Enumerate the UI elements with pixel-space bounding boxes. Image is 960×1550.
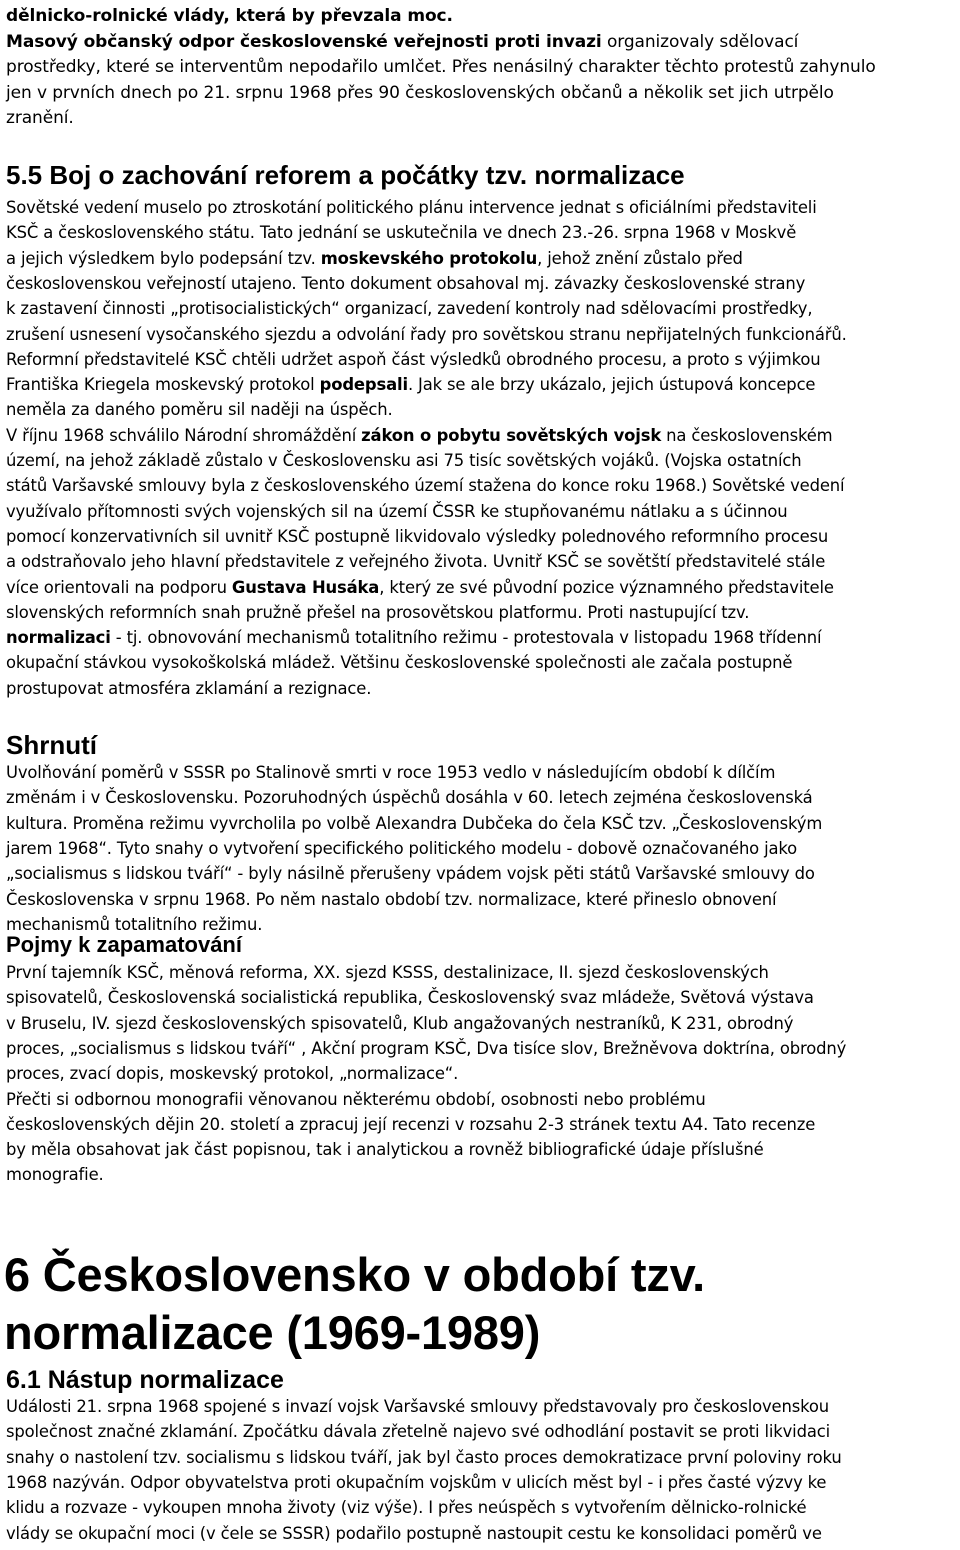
text-run: proces, „socialismus s lidskou tváří“ , Akční program KSČ, Dva tisíce slov, Brežněvova doktrína, obrodný: [6, 1038, 847, 1058]
bold-text: moskevského protokolu: [320, 248, 538, 268]
text-run: . Jak se ale brzy ukázalo, jejich ústupová koncepce: [407, 375, 816, 395]
text-line: [6, 889, 776, 911]
text-line: [6, 678, 371, 700]
text-run: prostředky, které se interventům nepodařilo umlčet. Přes nenásilný charakter těchto protestů zahynulo: [6, 57, 876, 77]
text-line: [6, 475, 844, 497]
text-line: [6, 1523, 822, 1545]
text-run: , který ze své původní pozice významného představitele: [379, 577, 834, 597]
text-line: [6, 222, 796, 244]
text-line: [6, 425, 832, 447]
text-line: [6, 1472, 826, 1494]
text-line: [6, 298, 812, 320]
text-line: [6, 1421, 830, 1443]
bold-text: normalizaci: [6, 628, 111, 648]
text-run: proces, zvací dopis, moskevský protokol, „normalizace“.: [6, 1064, 459, 1084]
text-run: států Varšavské smlouvy byla z československého území stažena do konce roku 1968.) Sovětské vedení: [6, 476, 845, 496]
text-line: [6, 349, 820, 371]
text-line: [6, 107, 74, 129]
text-run: spisovatelů, Československá socialistická republika, Československý svaz mládeže, Světová výstava: [6, 988, 814, 1008]
text-run: Sovětské vedení muselo po ztroskotání politického plánu intervence jednat s oficiálními představiteli: [6, 198, 817, 217]
text-run: neměla za daného poměru sil naději na úspěch.: [6, 400, 393, 420]
text-line: [6, 82, 834, 104]
text-line: [6, 787, 813, 809]
text-line: [6, 5, 453, 27]
text-run: Uvolňování poměrů v SSSR po Stalinově smrti v roce 1953 vedlo v následujícím období k dílčím: [6, 763, 776, 782]
text-run: slovenských reformních snah pružně přešel na prosovětskou platformu. Proti nastupující tzv.: [6, 602, 750, 622]
text-line: [6, 1038, 846, 1060]
text-line: [6, 450, 801, 472]
text-run: „socialismus s lidskou tváří“ - byly násilně přerušeny vpádem vojsk pěti států Varšavské smlouvy do: [6, 864, 815, 884]
text-line: [6, 551, 825, 573]
text-line: [6, 987, 814, 1009]
text-line: [6, 813, 822, 835]
text-line: [6, 1013, 793, 1035]
text-line: [6, 838, 797, 860]
chapter-6-title-line-2: normalizace (1969-1989): [4, 1306, 541, 1359]
text-run: monografie.: [6, 1165, 104, 1185]
text-run: Františka Kriegela moskevský protokol: [6, 375, 320, 395]
text-line: [6, 863, 815, 885]
text-run: kultura. Proměna režimu vyvrcholila po volbě Alexandra Dubčeka do čela KSČ tzv. „Československým: [6, 813, 823, 833]
text-run: a odstraňovalo jeho hlavní představitele z veřejného života. Uvnitř KSČ se sovětští představitelé stále: [6, 552, 826, 572]
bold-text: dělnicko-rolnické vlády, která by převzala moc.: [6, 6, 453, 26]
text-line: [6, 652, 792, 674]
text-line: [6, 962, 769, 984]
text-run: prostupovat atmosféra zklamání a rezignace.: [6, 678, 372, 698]
text-run: území, na jehož základě zůstalo v Československu asi 75 tisíc sovětských vojáků. (Vojska ostatních: [6, 451, 802, 470]
text-run: V říjnu 1968 schválilo Národní shromáždění: [6, 425, 362, 445]
text-run: Přečti si odbornou monografii věnovanou některému období, osobnosti nebo problému: [6, 1089, 706, 1109]
text-line: [6, 501, 788, 523]
heading-6-1: 6.1 Nástup normalizace: [6, 1366, 284, 1394]
text-line: [6, 602, 749, 624]
text-run: k zastavení činnosti „protisocialistických“ organizací, zavedení kontroly nad sdělovacími prostředky,: [6, 299, 813, 319]
text-run: snahy o nastolení tzv. socialismu s lidskou tváří, jak byl často proces demokratizace první poloviny roku: [6, 1447, 842, 1467]
text-line: [6, 1164, 104, 1186]
text-line: [6, 1139, 764, 1161]
text-line: [6, 627, 821, 649]
text-line: [6, 56, 876, 78]
text-line: [6, 273, 805, 295]
text-line: [6, 526, 828, 548]
text-line: [6, 248, 743, 270]
text-run: okupační stávkou vysokoškolská mládež. Většinu československé společnosti ale začala postupně: [6, 653, 793, 673]
text-run: Události 21. srpna 1968 spojené s invazí vojsk Varšavské smlouvy představovaly pro československou: [6, 1397, 829, 1416]
text-run: Reformní představitelé KSČ chtěli udržet aspoň část výsledků obrodného procesu, a proto s výjimkou: [6, 349, 821, 369]
text-line: [6, 31, 798, 53]
text-run: pomocí konzervativních sil uvnitř KSČ postupně likvidovalo výsledky polednového reformního procesu: [6, 526, 829, 546]
text-run: a jejich výsledkem bylo podepsání tzv.: [6, 248, 321, 268]
text-run: využívalo přítomnosti svých vojenských sil na území ČSSR ke stupňovanému nátlaku a s účinnou: [6, 501, 788, 521]
text-run: KSČ a československého státu. Tato jednání se uskutečnila ve dnech 23.-26. srpna 1968 v Moskvě: [6, 223, 797, 243]
text-run: by měla obsahovat jak část popisnou, tak i analytickou a rovněž bibliografické údaje příslušné: [6, 1140, 764, 1160]
heading-shrnuti: Shrnutí: [6, 730, 97, 760]
text-run: zrušení usnesení vysočanského sjezdu a odvolání řady pro sovětskou stranu nepřijatelných funkcionářů.: [6, 324, 847, 344]
text-run: na československém: [661, 425, 833, 445]
text-line: [6, 324, 847, 346]
text-line: [6, 1114, 815, 1136]
text-run: mechanismů totalitního režimu.: [6, 914, 263, 934]
heading-5-5: 5.5 Boj o zachování reforem a počátky tzv. normalizace: [6, 160, 685, 190]
text-run: jarem 1968“. Tyto snahy o vytvoření specifického politického modelu - dobově označovaného jako: [6, 838, 798, 858]
text-line: [6, 197, 817, 219]
text-run: společnost značné zklamání. Zpočátku dávala zřetelně najevo své odhodlání postavit se proti likvidaci: [6, 1422, 830, 1442]
text-line: [6, 577, 834, 599]
text-run: změnám i v Československu. Pozoruhodných úspěchů dosáhla v 60. letech zejména československá: [6, 788, 813, 808]
text-line: [6, 1497, 806, 1519]
text-line: [6, 1447, 842, 1469]
chapter-6-title-line-1: 6 Československo v období tzv.: [4, 1248, 705, 1301]
text-line: [6, 1089, 706, 1111]
bold-text: zákon o pobytu sovětských vojsk: [361, 425, 662, 445]
text-run: - tj. obnovování mechanismů totalitního režimu - protestovala v listopadu 1968 třídenní: [110, 628, 822, 648]
text-run: jen v prvních dnech po 21. srpnu 1968 přes 90 československých občanů a několik set jich utrpělo: [6, 82, 834, 103]
text-line: [6, 1063, 458, 1085]
bold-text: podepsali: [319, 375, 408, 395]
text-line: [6, 762, 775, 784]
text-run: 1968 nazýván. Odpor obyvatelstva proti okupačním vojskům v ulicích měst byl - i přes časté výzvy ke: [6, 1472, 827, 1492]
text-run: , jehož znění zůstalo před: [537, 248, 743, 268]
text-line: [6, 1396, 829, 1418]
text-run: organizovaly sdělovací: [601, 31, 799, 52]
text-run: Československa v srpnu 1968. Po něm nastalo období tzv. normalizace, které přineslo obnovení: [6, 889, 777, 909]
text-run: československých dějin 20. století a zpracuj její recenzi v rozsahu 2-3 stránek textu A4. Tato recenze: [6, 1114, 816, 1134]
text-run: československou veřejností utajeno. Tento dokument obsahoval mj. závazky československé strany: [6, 273, 806, 293]
text-run: klidu a rozvaze - vykoupen mnoha životy (viz výše). I přes neúspěch s vytvořením dělnicko-rolnické: [6, 1498, 807, 1518]
bold-text: Gustava Husáka: [231, 577, 380, 597]
text-line: [6, 374, 815, 396]
text-run: vlády se okupační moci (v čele se SSSR) podařilo postupně nastoupit cestu ke konsolidaci poměrů ve: [6, 1523, 822, 1543]
text-run: zranění.: [6, 108, 74, 128]
text-run: v Bruselu, IV. sjezd československých spisovatelů, Klub angažovaných nestraníků, K 231, obrodný: [6, 1013, 794, 1033]
text-run: První tajemník KSČ, měnová reforma, XX. sjezd KSSS, destalinizace, II. sjezd československých: [6, 963, 769, 982]
bold-text: Masový občanský odpor československé veřejnosti proti invazi: [6, 31, 602, 52]
heading-pojmy: Pojmy k zapamatování: [6, 932, 242, 957]
text-run: více orientovali na podporu: [6, 577, 232, 597]
text-line: [6, 399, 393, 421]
